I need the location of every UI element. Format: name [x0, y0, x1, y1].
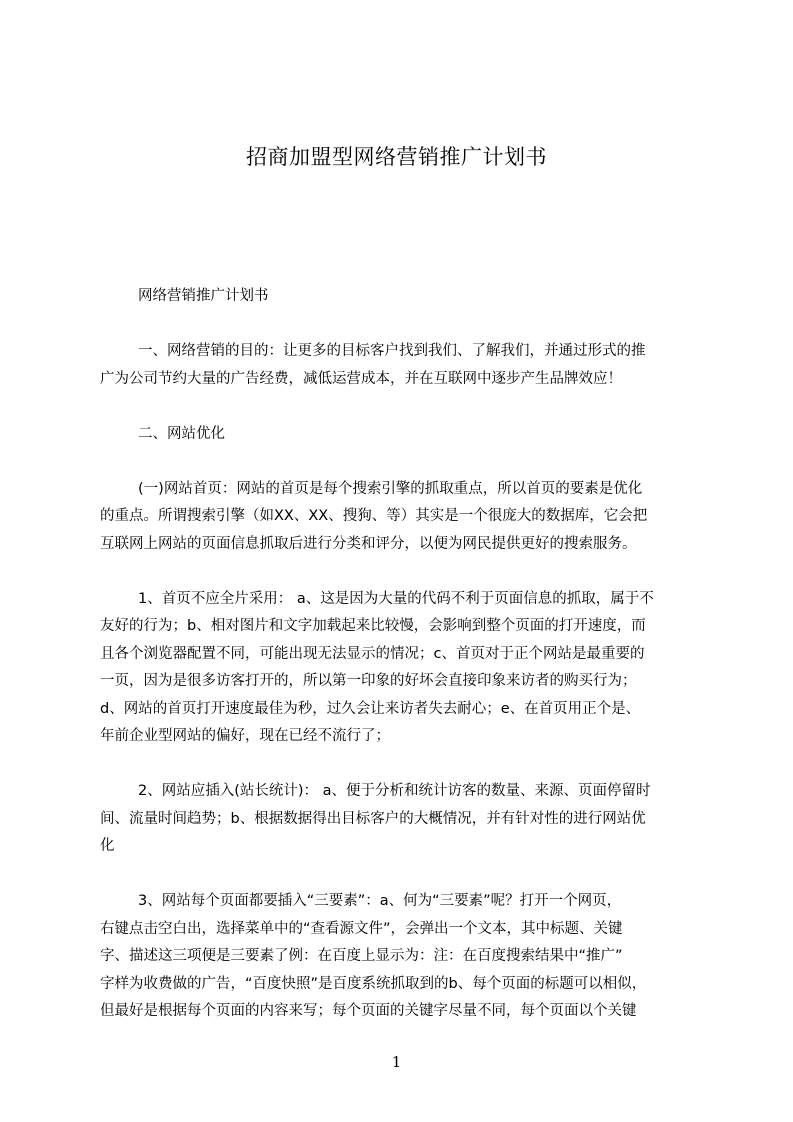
paragraph-homepage [100, 476, 704, 559]
paragraph-item-1 [100, 586, 704, 751]
document-title: 招商加盟型网络营销推广计划书 [246, 145, 547, 169]
text-line: 互联网上网站的页面信息抓取后进行分类和评分，以便为网民提供更好的搜索服务。 [100, 535, 637, 552]
text-line: 3、网站每个页面都要插入“三要素”：a、何为“三要素”呢？打开一个网页， [138, 893, 622, 909]
text-line: 右键点击空白出，选择菜单中的“查看源文件”，会弹出一个文本，其中标题、关键 [100, 920, 623, 937]
paragraph-item-3 [100, 888, 704, 1026]
page-number: 1 [391, 1053, 402, 1071]
text-line: 化 [100, 838, 115, 854]
text-line: 但最好是根据每个页面的内容来写；每个页面的关键字尽量不同，每个页面以个关键 [100, 1003, 637, 1019]
text-line: 字样为收费做的广告，“百度快照”是百度系统抓取到的b、每个页面的标题可以相似， [100, 975, 647, 992]
text-line: 一页，因为是很多访客打开的，所以第一印象的好坏会直接印象来访者的购买行为； [100, 673, 637, 689]
text-line: 2、网站应插入(站长统计)： a、便于分析和统计访客的数量、来源、页面停留时 [138, 783, 651, 799]
document-body [100, 283, 704, 1053]
section-heading-optimization: 二、网站优化 [138, 425, 225, 442]
text-line: 年前企业型网站的偏好，现在已经不流行了； [100, 728, 390, 744]
text-line: 且各个浏览器配置不同，可能出现无法显示的情况；c、首页对于正个网站是最重要的 [100, 645, 645, 662]
text-line: 的重点。所谓搜索引擎（如XX、XX、搜狗、等）其实是一个很庞大的数据库，它会把 [100, 508, 648, 524]
paragraph-item-2 [100, 778, 704, 861]
text-line: d、网站的首页打开速度最佳为秒，过久会让来访者失去耐心；e、在首页用正个是、 [100, 700, 641, 717]
paragraph-purpose [100, 338, 704, 393]
text-line: 友好的行为；b、相对图片和文字加载起来比较慢，会影响到整个页面的打开速度，而 [100, 618, 646, 634]
text-line: (一)网站首页：网站的首页是每个搜索引擎的抓取重点，所以首页的要素是优化 [138, 480, 643, 497]
text-line: 广为公司节约大量的广告经费，减低运营成本，并在互联网中逐步产生品牌效应！ [100, 370, 622, 387]
text-line: 1、首页不应全片采用： a、这是因为大量的代码不利于页面信息的抓取，属于不 [138, 590, 654, 607]
section-heading-plan: 网络营销推广计划书 [138, 288, 269, 304]
text-line: 一、网络营销的目的：让更多的目标客户找到我们、了解我们，并通过形式的推 [138, 343, 646, 359]
text-line: 字、描述这三项便是三要素了例：在百度上显示为：注：在百度搜索结果中“推广” [100, 948, 623, 964]
text-line: 间、流量时间趋势；b、根据数据得出目标客户的大概情况，并有针对性的进行网站优 [100, 810, 646, 827]
